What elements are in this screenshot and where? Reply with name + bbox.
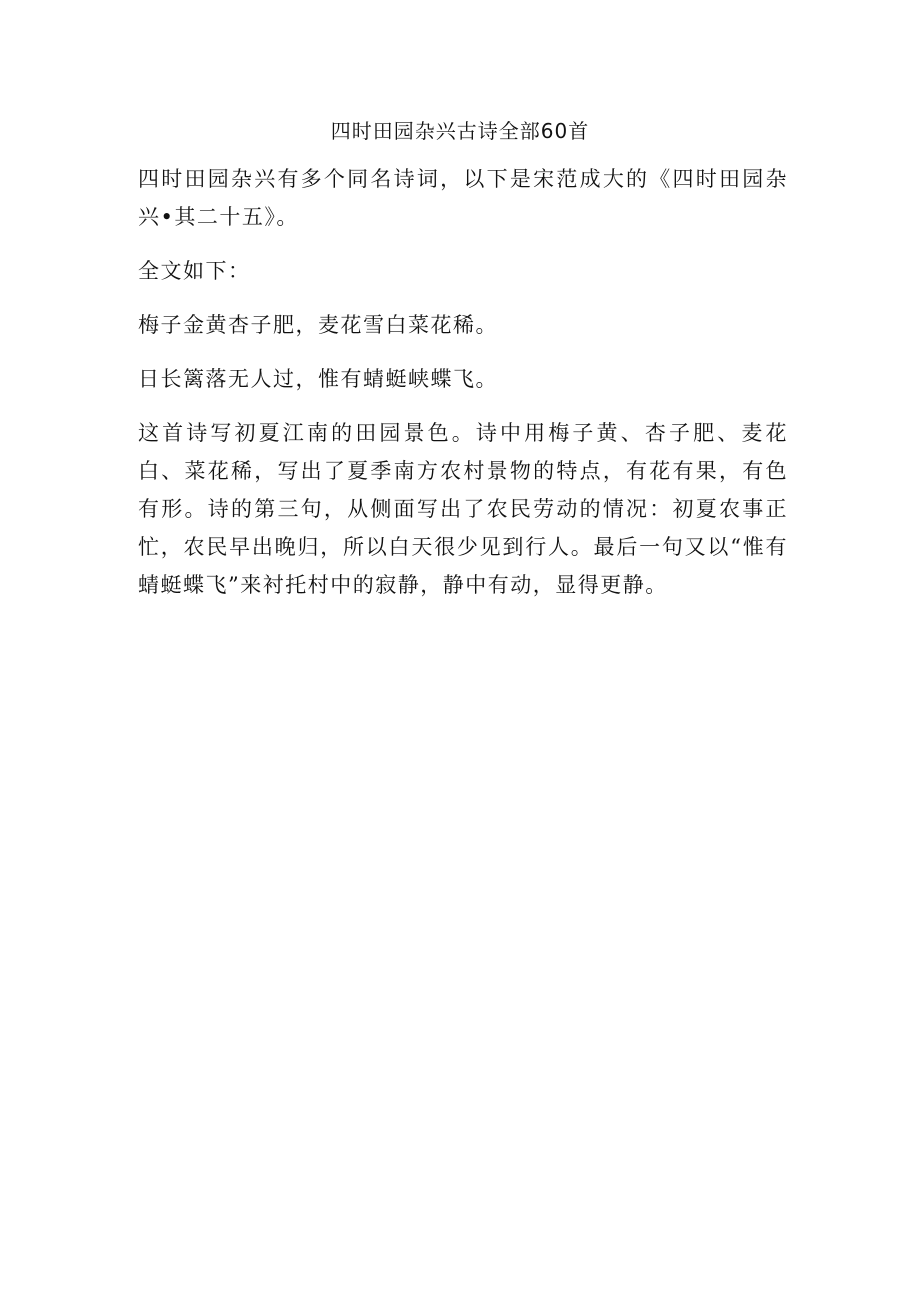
- document-body: [138, 160, 788, 604]
- poem-line-1: 梅子金黄杏子肥，麦花雪白菜花稀。: [138, 313, 498, 337]
- intro-paragraph: 四时田园杂兴有多个同名诗词，以下是宋范成大的《四时田园杂兴•其二十五》。: [138, 167, 788, 229]
- page-title: 四时田园杂兴古诗全部60首: [330, 119, 590, 143]
- poem-line-2: 日长篱落无人过，惟有蜻蜓峡蝶飞。: [138, 367, 498, 391]
- commentary-paragraph: 这首诗写初夏江南的田园景色。诗中用梅子黄、杏子肥、麦花白、菜花稀，写出了夏季南方农村景物的特点，有花有果，有色有形。诗的第三句，从侧面写出了农民劳动的情况：初夏农事正忙，农民早出晚归，所以白天很少见到行人。最后一句又以“惟有蜻蜓蝶飞”来衬托村中的寂静，静中有动，显得更静。: [138, 421, 788, 597]
- fulltext-label: 全文如下：: [138, 259, 251, 283]
